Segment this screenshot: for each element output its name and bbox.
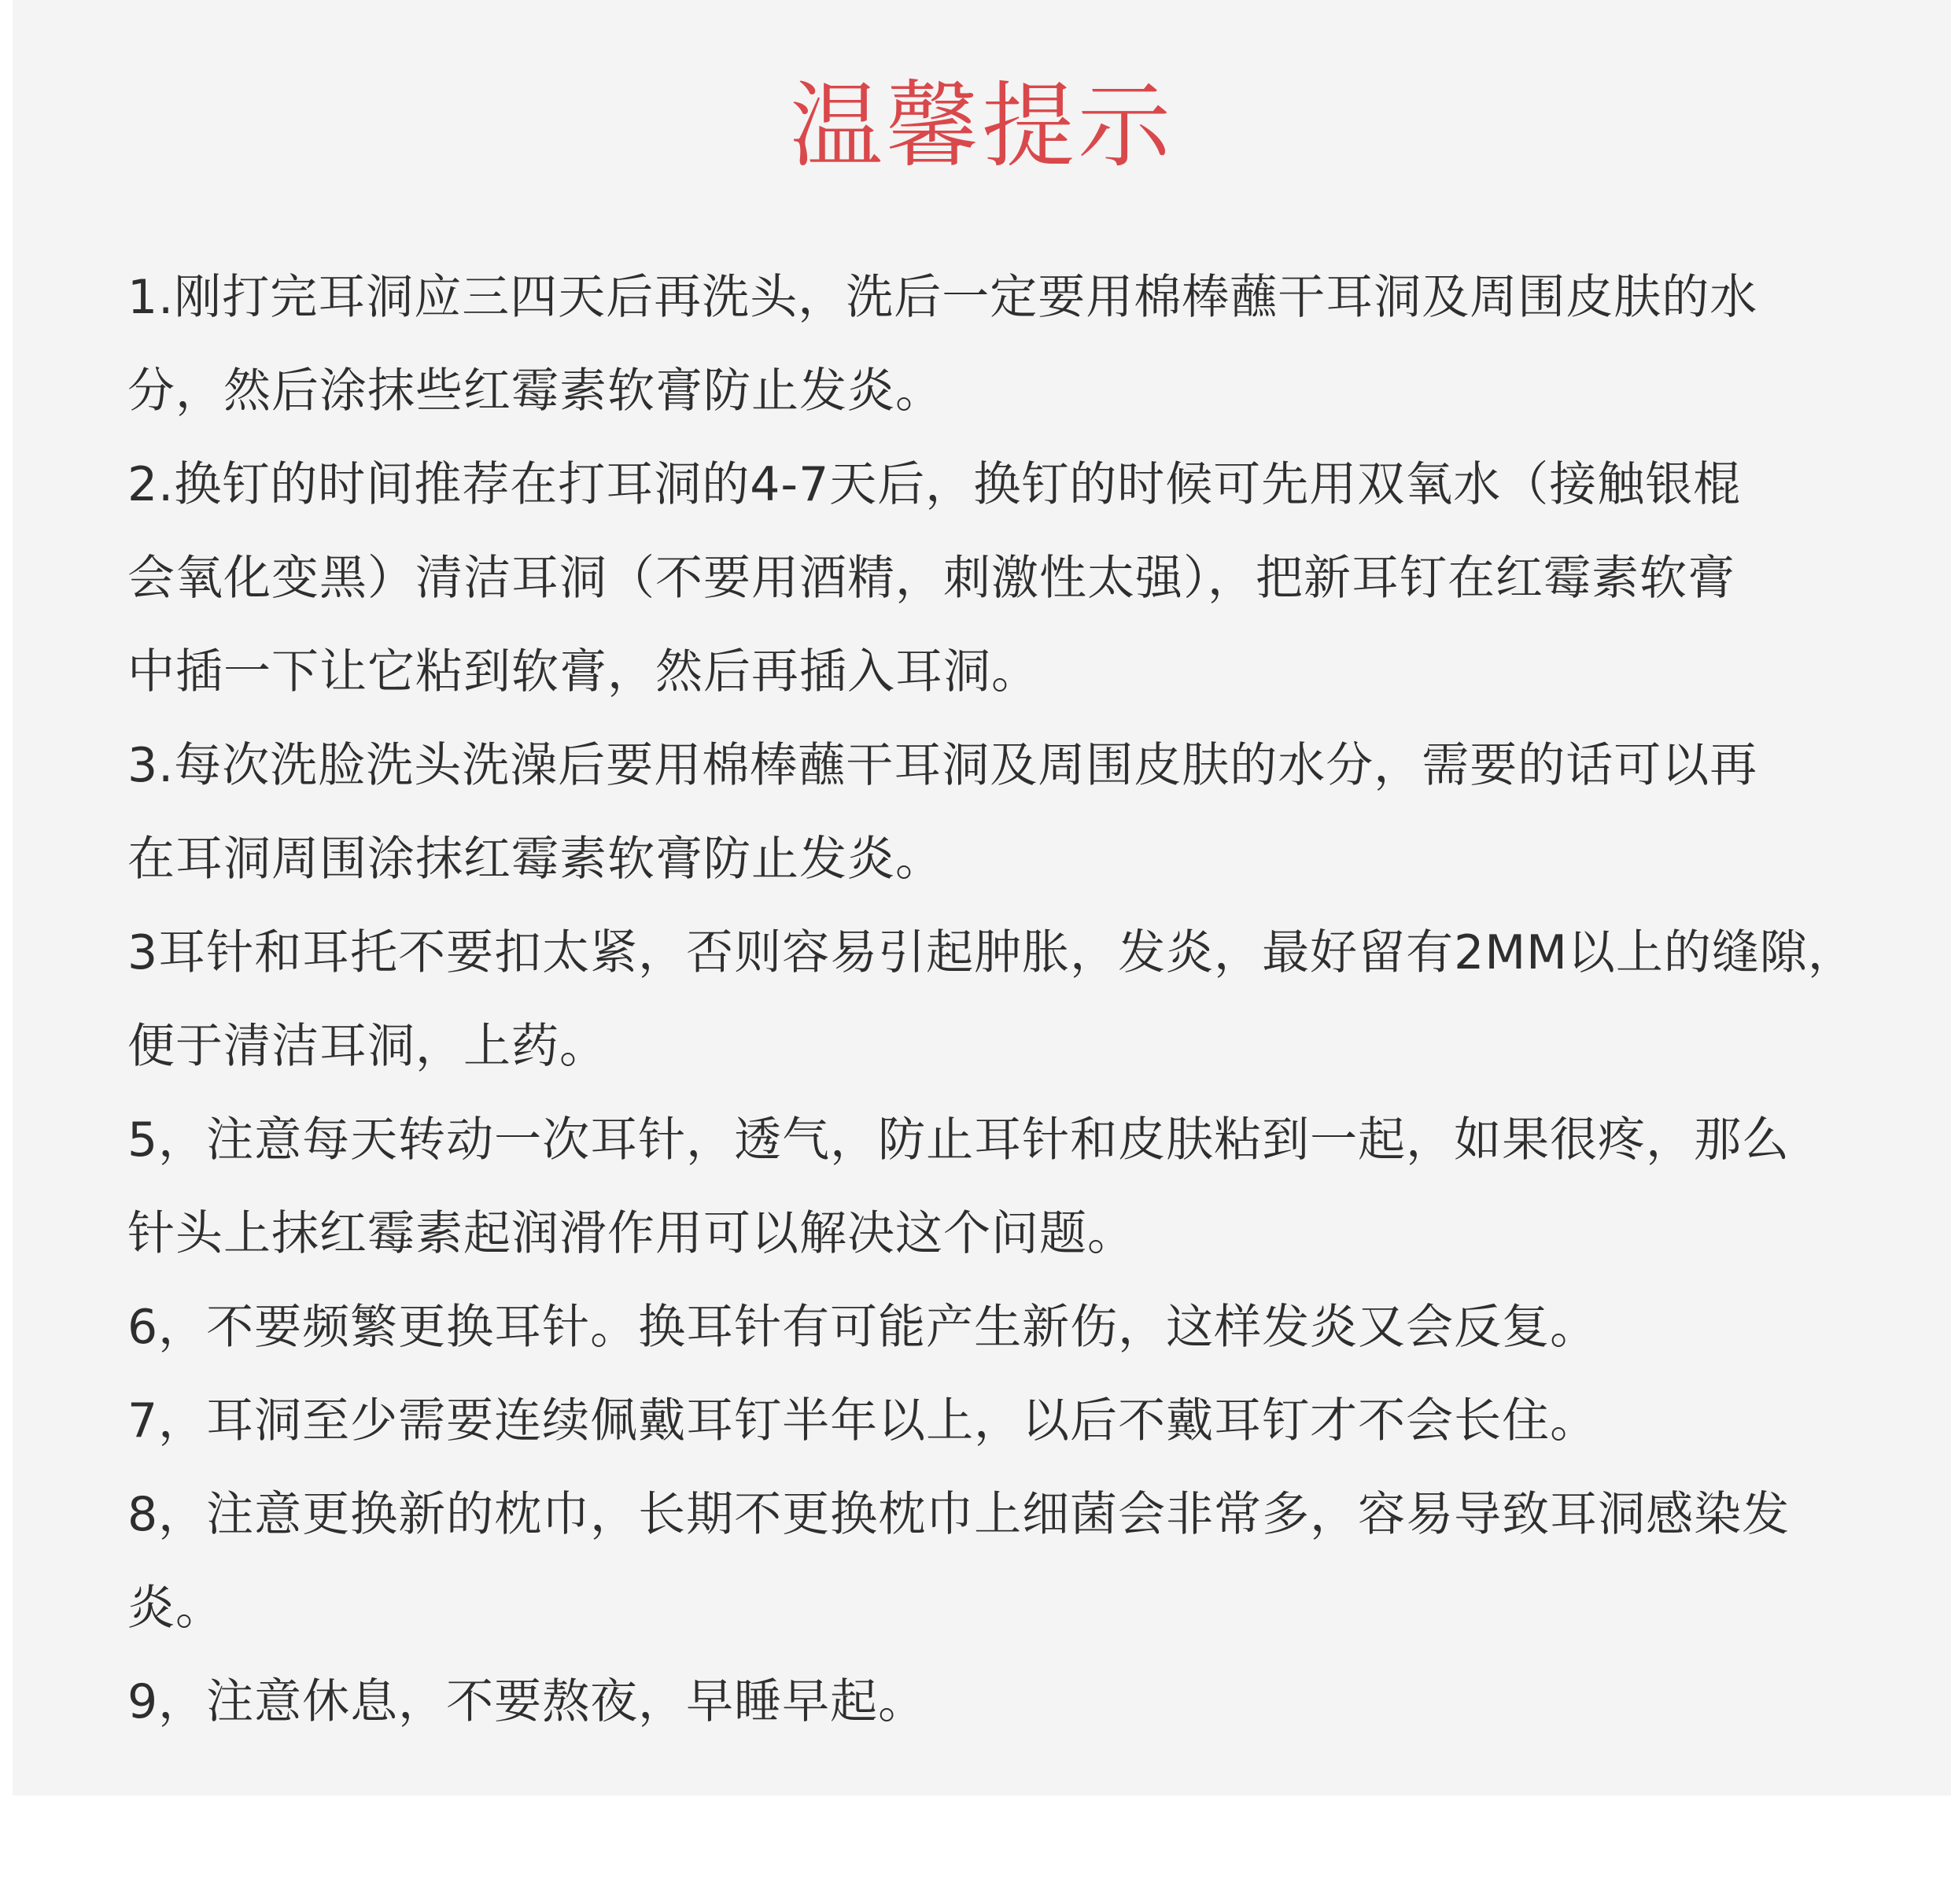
tip-line: 会氧化变黑）清洁耳洞（不要用酒精，刺激性太强），把新耳钉在红霉素软膏 — [127, 551, 1735, 606]
tip-item — [127, 719, 1937, 906]
tip-line: 3.每次洗脸洗头洗澡后要用棉棒蘸干耳洞及周围皮肤的水分，需要的话可以再 — [127, 738, 1758, 793]
tip-line: 1.刚打完耳洞应三四天后再洗头，洗后一定要用棉棒蘸干耳洞及周围皮肤的水 — [127, 270, 1758, 325]
tip-line: 2.换钉的时间推荐在打耳洞的4-7天后，换钉的时候可先用双氧水（接触银棍 — [127, 457, 1742, 512]
tip-item — [127, 1655, 1937, 1749]
tip-line: 7，耳洞至少需要连续佩戴耳钉半年以上，以后不戴耳钉才不会长住。 — [127, 1393, 1599, 1448]
tip-item — [127, 1094, 1937, 1281]
tip-line: 在耳洞周围涂抹红霉素软膏防止发炎。 — [127, 832, 943, 887]
tip-item — [127, 1281, 1937, 1374]
tips-list — [127, 251, 1937, 1749]
tip-line: 8，注意更换新的枕巾，长期不更换枕巾上细菌会非常多，容易导致耳洞感染发 — [127, 1487, 1791, 1542]
tip-line: 5，注意每天转动一次耳针，透气，防止耳针和皮肤粘到一起，如果很疼，那么 — [127, 1113, 1791, 1168]
tip-line: 9，注意休息，不要熬夜，早睡早起。 — [127, 1674, 927, 1729]
tip-item — [127, 1374, 1937, 1468]
tip-item — [127, 1468, 1937, 1655]
tip-line: 炎。 — [127, 1581, 223, 1636]
tip-item — [127, 438, 1937, 719]
tip-line: 3耳针和耳托不要扣太紧，否则容易引起肿胀，发炎，最好留有2MM以上的缝隙， — [127, 925, 1856, 980]
tip-line: 中插一下让它粘到软膏，然后再插入耳洞。 — [127, 644, 1039, 699]
tip-line: 6，不要频繁更换耳针。换耳针有可能产生新伤，这样发炎又会反复。 — [127, 1300, 1599, 1355]
tip-item — [127, 906, 1937, 1094]
tip-line: 针头上抹红霉素起润滑作用可以解决这个问题。 — [127, 1206, 1135, 1261]
tips-panel — [13, 0, 1951, 1795]
tip-item — [127, 251, 1937, 438]
page-title: 温馨提示 — [789, 72, 1174, 180]
tip-line: 分，然后涂抹些红霉素软膏防止发炎。 — [127, 363, 943, 419]
tip-line: 便于清洁耳洞，上药。 — [127, 1019, 607, 1074]
